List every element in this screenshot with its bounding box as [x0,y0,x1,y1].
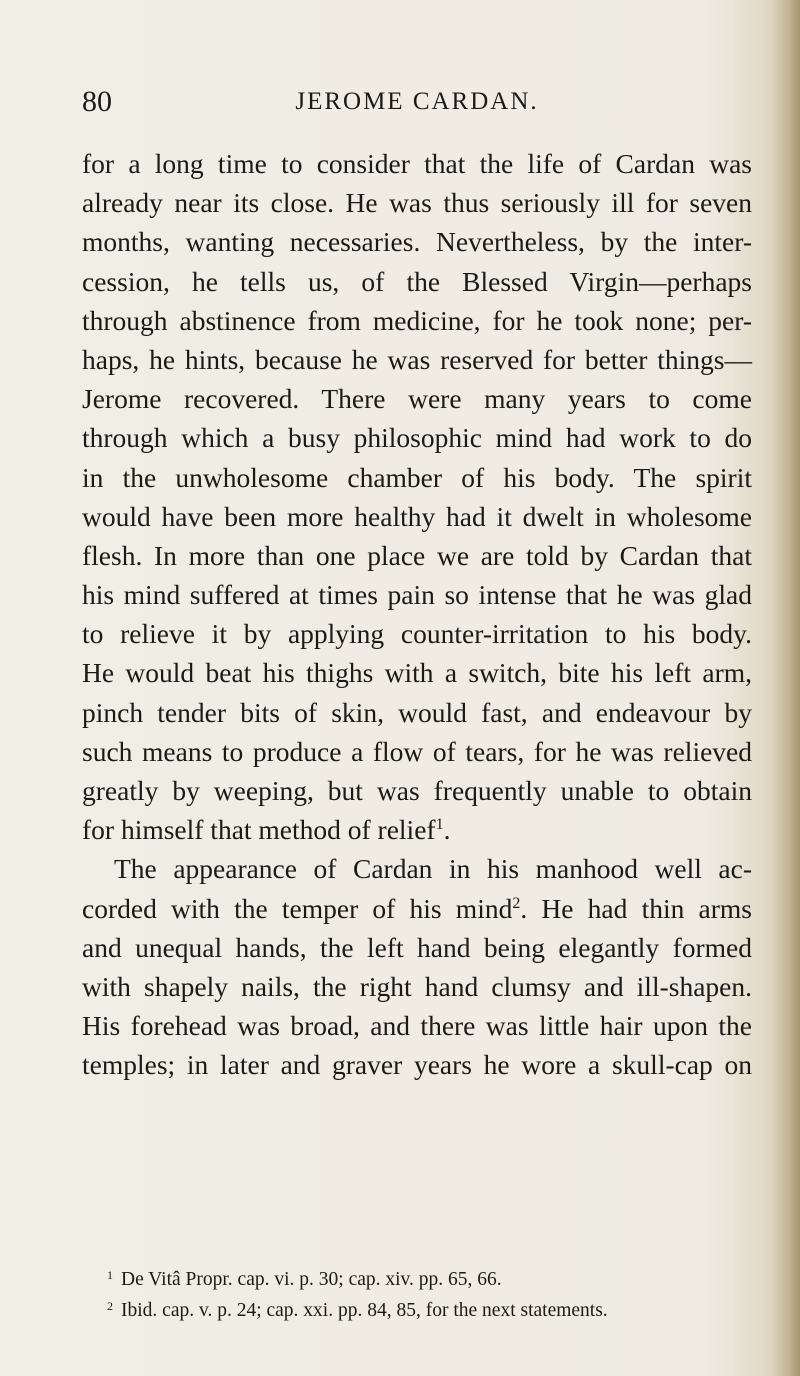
text-line: months, wanting necessaries. Nevertheless, by the inter- [82,226,752,258]
text-line: such means to produce a flow of tears, for he was relieved [82,735,752,767]
text-line: cession, he tells us, of the Blessed Virgin—perhaps [82,265,752,297]
text-line: His forehead was broad, and there was little hair upon the [82,1010,752,1042]
text-line: greatly by weeping, but was frequently unable to obtain [82,775,752,806]
page-header [82,82,752,122]
text-line: for himself that method of relief$^1$. [82,814,451,846]
footnote-mark: 1 [107,1268,113,1282]
text-line: The appearance of Cardan in his manhood well ac- [114,853,752,885]
page-edge-shadow [772,0,800,1376]
footnote-ref[interactable]: 1 [435,816,444,834]
footnote-mark: 2 [107,1299,113,1313]
body-text [82,144,752,1085]
text-line: would have been more healthy had it dwelt in wholesome [82,500,752,532]
text-line [82,889,752,928]
text-line: through which a busy philosophic mind had work to do [82,422,752,454]
footnotes [82,1262,752,1324]
footnote [82,1262,752,1293]
text-line: with shapely nails, the right hand clumsy and ill-shapen. [82,970,752,1002]
text-line: through abstinence from medicine, for he took none; per- [82,304,752,336]
text-line: to relieve it by applying counter-irritation to his body. [82,618,752,650]
text-line: Jerome recovered. There were many years to come [82,383,752,415]
text-line: his mind suffered at times pain so intense that he was glad [82,579,752,611]
running-head: JEROME CARDAN. [295,88,539,115]
text-line: pinch tender bits of skin, would fast, and endeavour by [82,696,752,728]
text-line: already near its close. He was thus seriously ill for seven [82,187,752,219]
footnote-text: De Vitâ Propr. cap. vi. p. 30; cap. xiv. pp. 65, 66. [121,1269,502,1290]
text-line: for a long time to consider that the life of Cardan was [82,148,752,179]
text-line: temples; in later and graver years he wore a skull-cap on [82,1049,752,1081]
footnote-text: Ibid. cap. v. p. 24; cap. xxi. pp. 84, 85, for the next statements. [121,1300,608,1321]
footnote-ref[interactable]: 2 [512,894,521,912]
text-fragment: . He had thin arms [520,892,752,924]
text-line: He would beat his thighs with a switch, bite his left arm, [82,657,752,689]
footnote [82,1293,752,1324]
text-fragment: corded with the temper of his mind [82,892,513,924]
text-line: flesh. In more than one place we are told by Cardan that [82,539,752,571]
text-line: haps, he hints, because he was reserved for better things— [82,343,752,375]
text-line: in the unwholesome chamber of his body. The spirit [82,461,752,493]
text-line: and unequal hands, the left hand being elegantly formed [82,931,752,963]
text-fragment: for himself that method of relief [82,814,436,846]
page-number: 80 [82,85,112,118]
